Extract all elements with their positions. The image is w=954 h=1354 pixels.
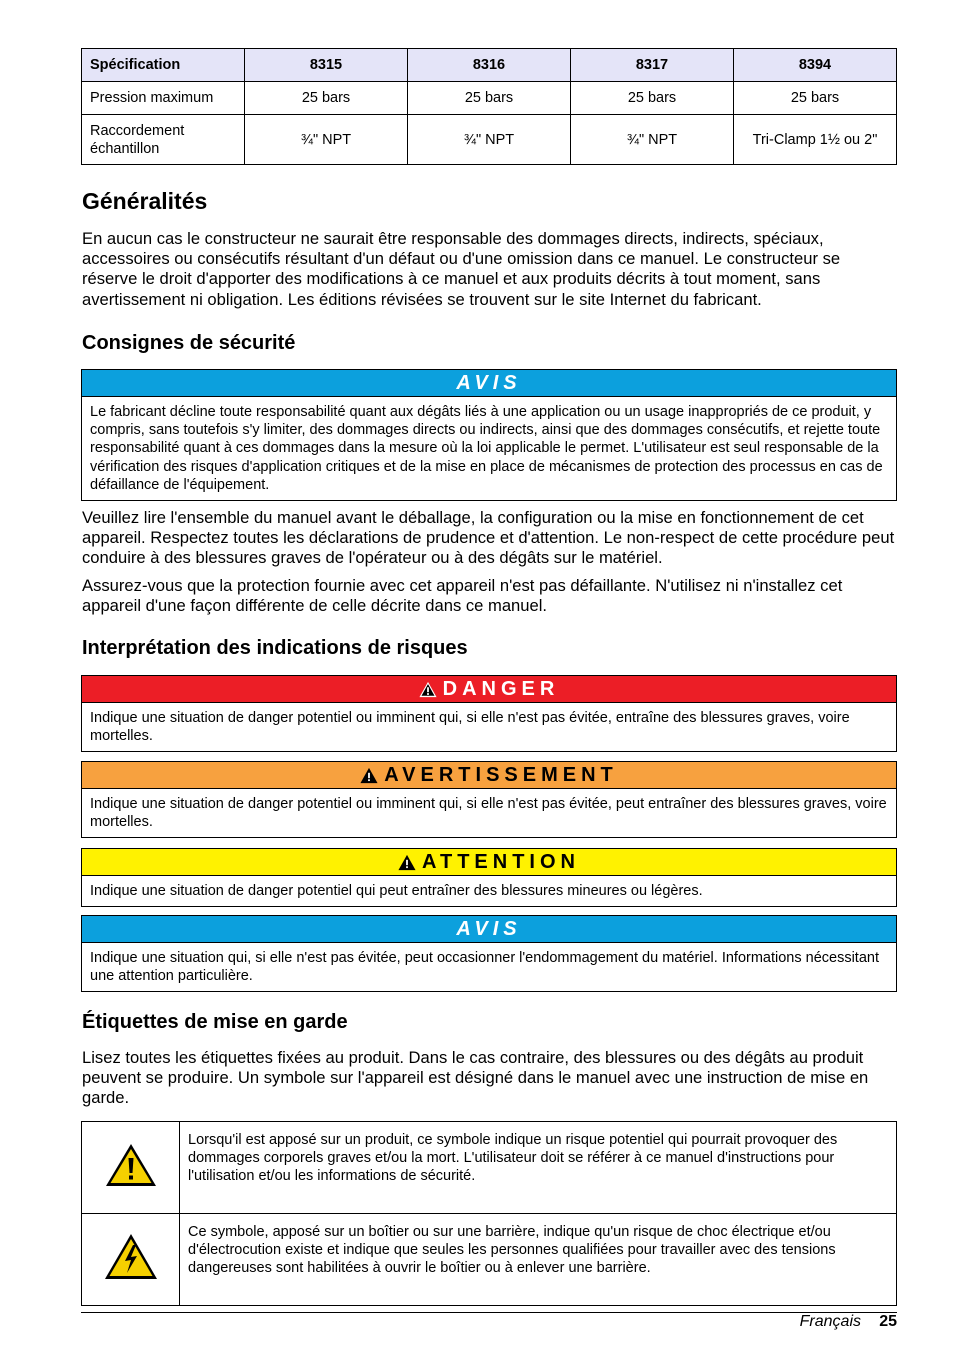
warning-triangle-icon bbox=[360, 767, 378, 784]
warning-header bbox=[82, 762, 896, 789]
consignes-paragraph-2: Assurez-vous que la protection fournie avec cet appareil n'est pas défaillante. N'utilisez ni n'installez cet appareil d'une façon différente de celle décrite dans ce manuel. bbox=[82, 576, 843, 616]
table-cell: Tri-Clamp 1½ ou 2" bbox=[734, 115, 897, 165]
spec-table-header-row bbox=[82, 49, 897, 82]
danger-text: Indique une situation de danger potentiel ou imminent qui, si elle n'est pas évitée, entraîne des blessures graves, voire mortelles. bbox=[90, 710, 850, 745]
caution-box bbox=[81, 848, 897, 907]
danger-header bbox=[82, 676, 896, 703]
consignes-paragraph-1: Veuillez lire l'ensemble du manuel avant le déballage, la configuration ou la mise en fonctionnement de cet appareil. Respectez toutes les déclarations de prudence et d'attention. Le non-respect de cette procédure peut conduire à des blessures graves de l'opérateur ou à des dégâts sur le matériel. bbox=[82, 508, 895, 568]
section-title-etiquettes: Étiquettes de mise en garde bbox=[82, 1011, 348, 1033]
spec-header: 8316 bbox=[408, 49, 571, 82]
section-title-generalites: Généralités bbox=[82, 188, 208, 214]
warning-triangle-icon bbox=[419, 681, 437, 698]
table-cell: ¾" NPT bbox=[245, 115, 408, 165]
notice-header: AVIS bbox=[82, 370, 896, 397]
table-row bbox=[82, 1122, 897, 1214]
section-title-risques: Interprétation des indications de risques bbox=[82, 637, 468, 659]
labels-table bbox=[81, 1121, 897, 1306]
warning-triangle-icon bbox=[104, 1142, 158, 1188]
notice-header: AVIS bbox=[82, 916, 896, 943]
table-row bbox=[82, 82, 897, 115]
notice-box bbox=[81, 369, 897, 501]
table-cell: 25 bars bbox=[408, 82, 571, 115]
caution-label: ATTENTION bbox=[422, 850, 580, 873]
warning-text: Indique une situation de danger potentiel ou imminent qui, si elle n'est pas évitée, peut entraîner des blessures graves, voire mortelles. bbox=[90, 796, 887, 831]
warning-triangle-icon bbox=[398, 854, 416, 871]
table-row bbox=[82, 1214, 897, 1306]
page-number: 25 bbox=[879, 1313, 897, 1330]
table-cell: Raccordement échantillon bbox=[82, 115, 245, 165]
section-title-consignes: Consignes de sécurité bbox=[82, 332, 296, 354]
caution-text: Indique une situation de danger potentiel qui peut entraîner des blessures mineures ou légères. bbox=[90, 883, 703, 899]
table-cell: Pression maximum bbox=[82, 82, 245, 115]
spec-header: Spécification bbox=[82, 49, 245, 82]
table-cell: 25 bars bbox=[571, 82, 734, 115]
table-cell: ¾" NPT bbox=[408, 115, 571, 165]
label-text: Lorsqu'il est apposé sur un produit, ce symbole indique un risque potentiel qui pourrait provoquer des dommages corporels graves et/ou la mort. L'utilisateur doit se référer à ce manuel d'instructions pour l'utilisation et/ou les informations de sécurité. bbox=[180, 1122, 897, 1214]
table-cell: 25 bars bbox=[245, 82, 408, 115]
electric-shock-icon bbox=[103, 1232, 159, 1282]
danger-label: DANGER bbox=[442, 677, 560, 700]
caution-header bbox=[82, 849, 896, 876]
spec-table bbox=[81, 48, 897, 165]
footer-divider bbox=[81, 1312, 897, 1313]
spec-header: 8317 bbox=[571, 49, 734, 82]
table-cell: 25 bars bbox=[734, 82, 897, 115]
table-cell: ¾" NPT bbox=[571, 115, 734, 165]
spec-header: 8315 bbox=[245, 49, 408, 82]
label-icon-cell bbox=[82, 1214, 180, 1306]
notice-box bbox=[81, 915, 897, 992]
danger-box bbox=[81, 675, 897, 752]
label-text: Ce symbole, apposé sur un boîtier ou sur une barrière, indique qu'un risque de choc électrique et/ou d'électrocution existe et indique que seules les personnes qualifiées pour travailler avec des tensions dangereuses sont habilitées à ouvrir le boîtier ou à enlever une barrière. bbox=[180, 1214, 897, 1306]
footer-language: Français bbox=[799, 1313, 861, 1330]
generalites-paragraph: En aucun cas le constructeur ne saurait être responsable des dommages directs, indirects, spéciaux, accessoires ou consécutifs résultant d'un défaut ou d'une omission dans ce manuel. Le constructeur se réserve le droit d'apporter des modifications à ce manuel et aux produits décrits à tout moment, sans avertissement ni obligation. Les éditions révisées se trouvent sur le site Internet du fabricant. bbox=[82, 229, 841, 309]
spec-header: 8394 bbox=[734, 49, 897, 82]
etiquettes-paragraph: Lisez toutes les étiquettes fixées au produit. Dans le cas contraire, des blessures ou des dégâts au produit peuvent se produire. Un symbole sur l'appareil est désigné dans le manuel avec une instruction de mise en garde. bbox=[82, 1048, 869, 1108]
label-icon-cell bbox=[82, 1122, 180, 1214]
warning-label: AVERTISSEMENT bbox=[384, 763, 618, 786]
warning-box bbox=[81, 761, 897, 838]
notice-text: Indique une situation qui, si elle n'est pas évitée, peut occasionner l'endommagement du matériel. Informations nécessitant une attention particulière. bbox=[90, 950, 879, 985]
notice-text: Le fabricant décline toute responsabilité quant aux dégâts liés à une application ou un usage inappropriés de ce produit, y compris, sans toutefois s'y limiter, des dommages directs ou indirects, ainsi que des dommages consécutifs, et rejette toute responsabilité quant à ces dommages dans la mesure où la loi applicable le permet. L'utilisateur est seul responsable de la vérification des risques d'application critiques et de la mise en place de mécanismes de protection des processus en cas de défaillance de l'équipement. bbox=[90, 404, 883, 493]
table-row bbox=[82, 115, 897, 165]
